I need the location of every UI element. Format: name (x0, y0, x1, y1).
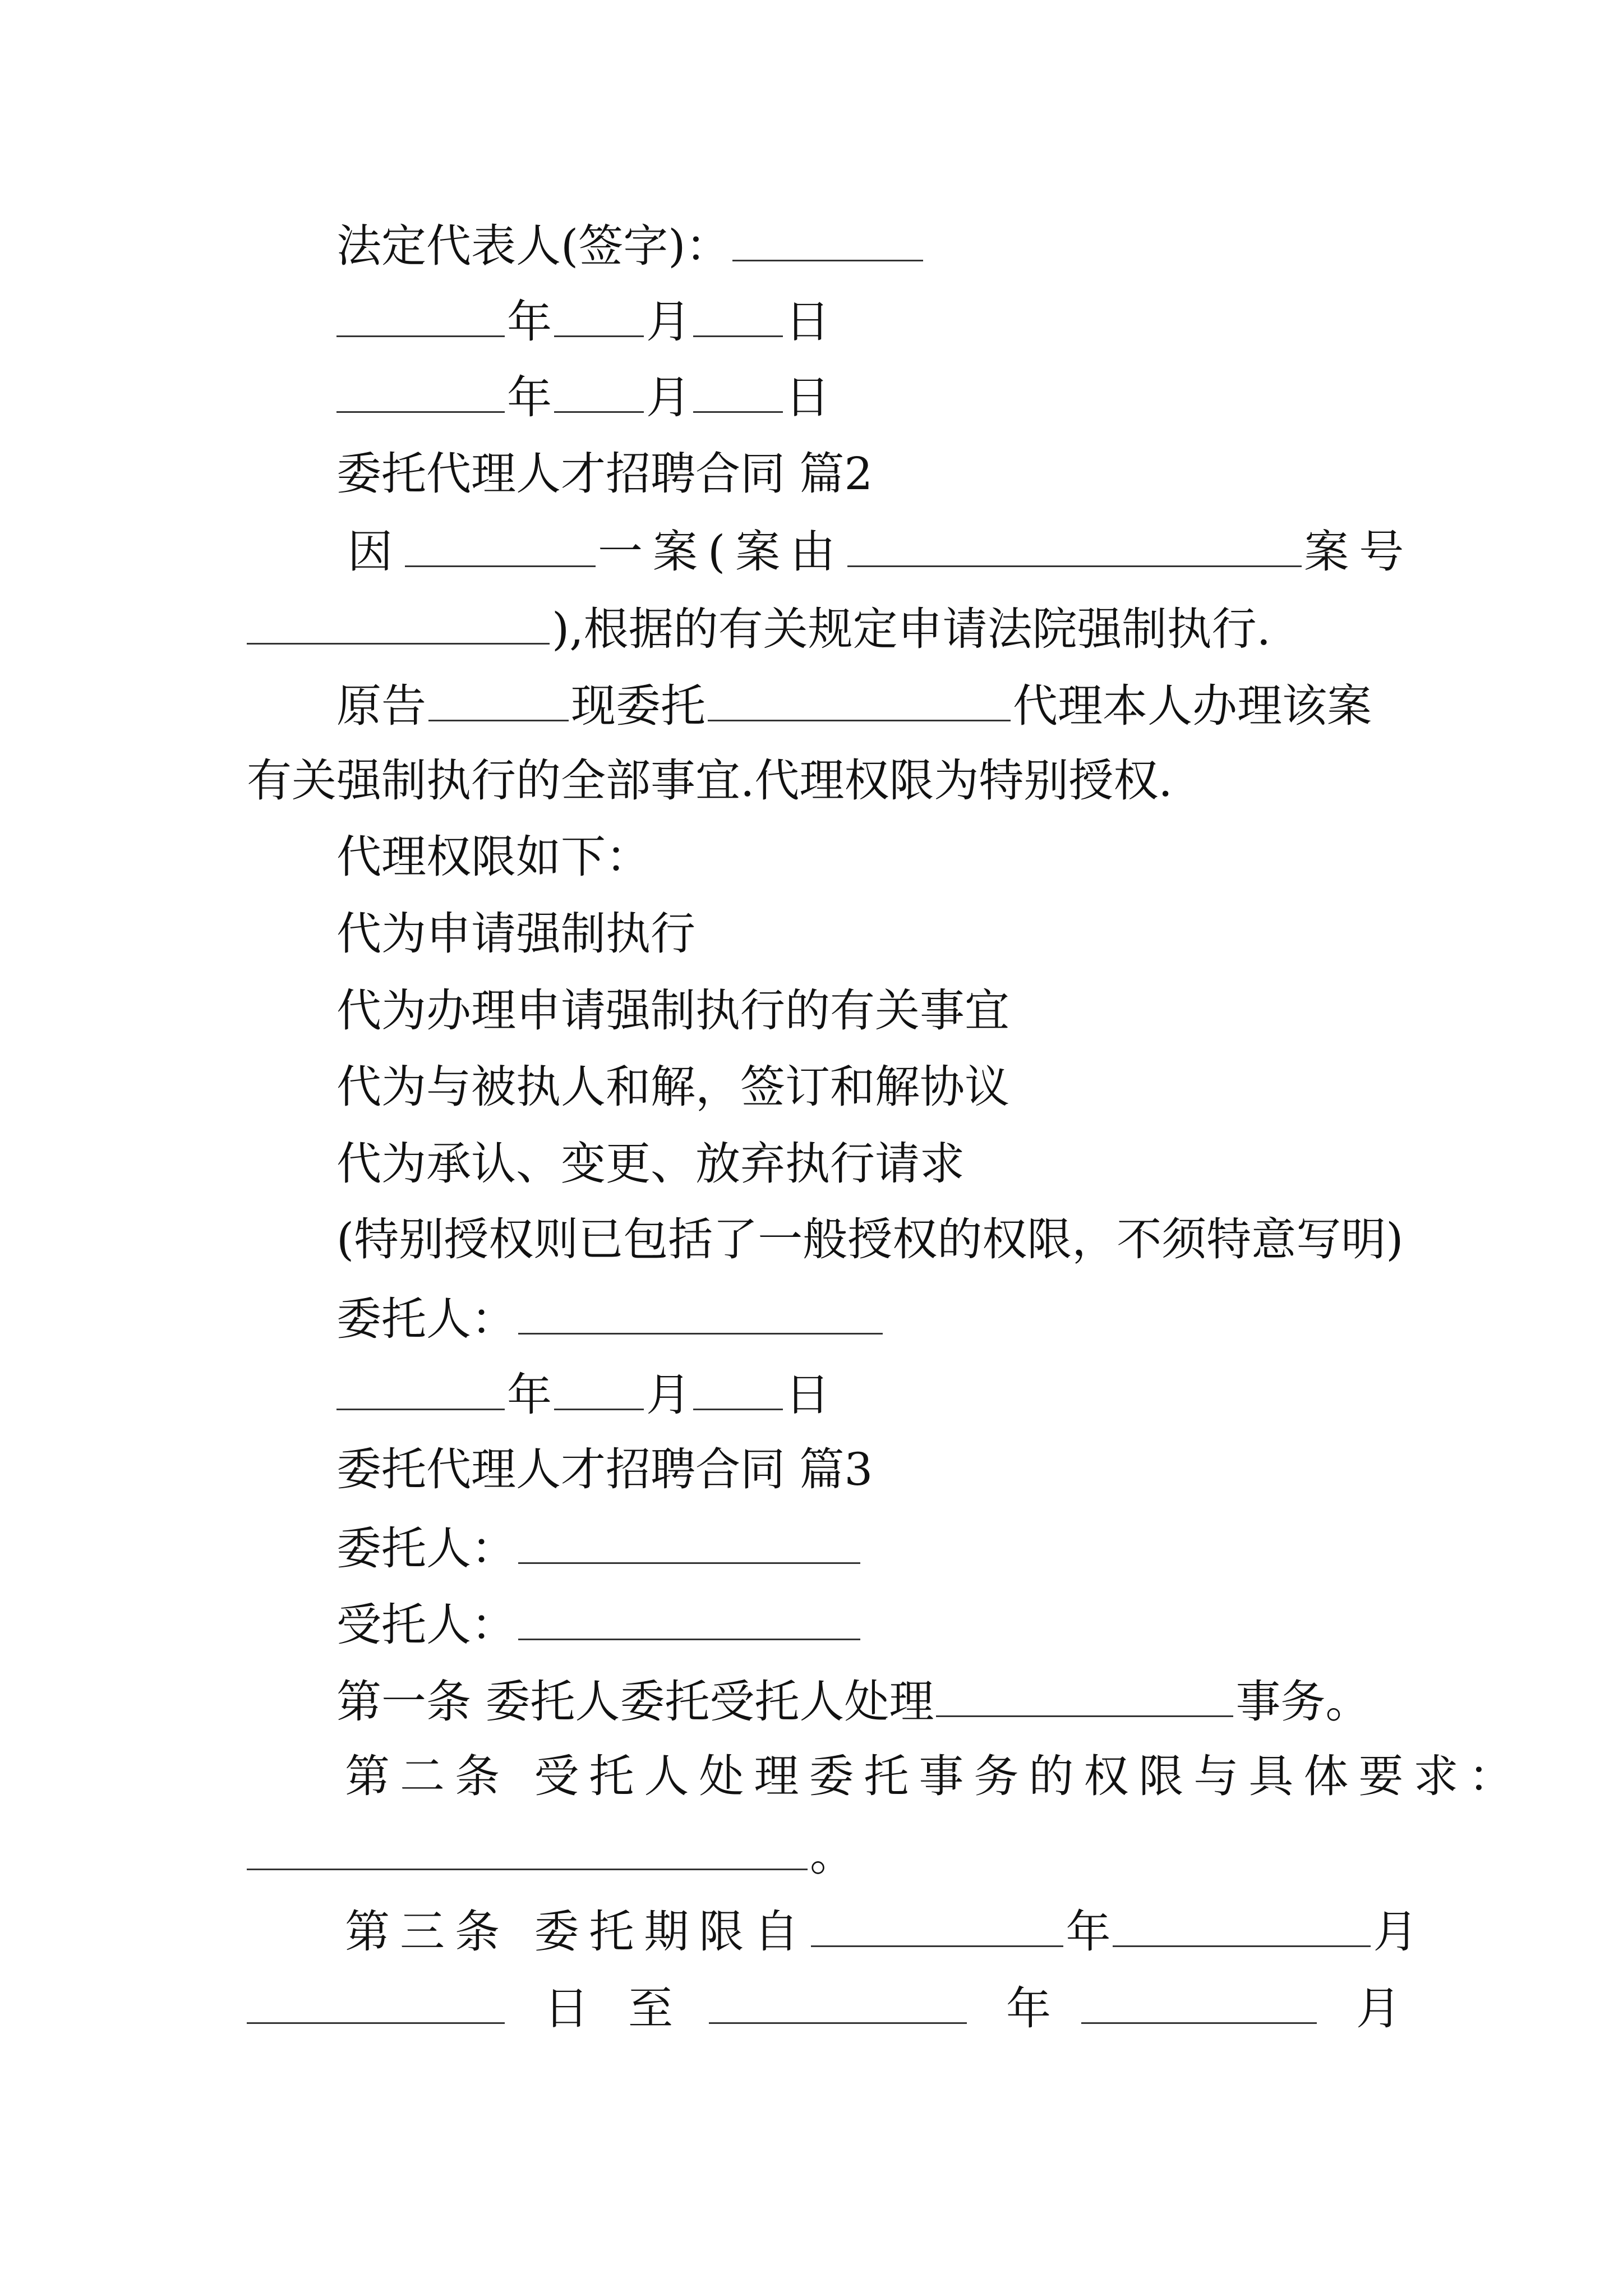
blank-field (554, 292, 644, 337)
agent-line (336, 1595, 863, 1651)
legal-rep-label: 法定代表人(签字)： (336, 220, 731, 272)
blank-field (554, 367, 644, 413)
text: 月 (1356, 1982, 1401, 2035)
paragraph-line (336, 1136, 965, 1192)
text: 一案(案由 (598, 526, 846, 578)
blank-field (847, 522, 1302, 567)
blank-field (518, 1289, 883, 1335)
text: 代理本人办理该案 (1013, 680, 1372, 732)
blank-field (336, 1365, 505, 1410)
text: 事务。 (1235, 1676, 1371, 1728)
text: 至 (628, 1982, 673, 2035)
blank-field (709, 1978, 967, 2024)
day-label: 日 (785, 371, 830, 424)
text: 年 (1006, 1982, 1051, 2035)
text: 代为承认、变更、放弃执行请求 (336, 1138, 965, 1190)
text: (特别授权则已包括了一般授权的权限，不须特意写明) (336, 1213, 1404, 1266)
article-three-line (345, 1902, 1418, 1958)
paragraph-line (336, 829, 651, 885)
paragraph-line (247, 1825, 855, 1881)
blank-field (693, 1365, 783, 1410)
section-heading-text: 委托代理人才招聘合同 篇3 (336, 1443, 873, 1496)
text: 日 (544, 1982, 589, 2035)
text: ),根据的有关规定申请法院强制执行. (552, 603, 1271, 655)
paragraph-line (247, 599, 1271, 655)
paragraph-line (348, 522, 1414, 578)
blank-field (336, 367, 505, 413)
blank-field (811, 1902, 1063, 1947)
blank-field (1081, 1978, 1317, 2024)
paragraph-line (336, 1059, 1009, 1115)
principal-label: 委托人： (336, 1293, 516, 1345)
section-heading (336, 1442, 873, 1498)
blank-field (428, 676, 569, 721)
text: 月 (1373, 1906, 1418, 1958)
blank-field (1113, 1902, 1371, 1947)
principal-label: 委托人： (336, 1522, 516, 1575)
blank-field (247, 1825, 808, 1870)
article-one-line (336, 1672, 1370, 1728)
text: 代为申请强制执行 (336, 908, 695, 960)
text: 第一条 委托人委托受托人处理 (336, 1676, 934, 1728)
blank-field (693, 292, 783, 337)
text: 代为与被执人和解，签订和解协议 (336, 1061, 1009, 1113)
blank-field (732, 216, 923, 261)
month-label: 月 (646, 371, 691, 424)
paragraph-line (247, 1978, 1401, 2035)
paragraph-line (247, 753, 1173, 809)
paragraph-line (336, 1212, 1403, 1268)
blank-field (518, 1595, 860, 1640)
date-line (336, 1365, 830, 1421)
text: 第二条 受托人处理委托事务的权限与具体要求： (345, 1750, 1524, 1802)
paragraph-line (336, 983, 1009, 1039)
blank-field (336, 292, 505, 337)
agent-label: 受托人： (336, 1599, 516, 1651)
section-heading (336, 446, 873, 502)
legal-rep-signature-line (336, 216, 925, 272)
blank-field (247, 1978, 505, 2024)
year-label: 年 (507, 371, 552, 424)
principal-line (336, 1519, 863, 1575)
day-label: 日 (785, 296, 830, 348)
blank-field (708, 676, 1011, 721)
text: 因 (348, 526, 403, 578)
month-label: 月 (646, 1369, 691, 1421)
paragraph-line (336, 906, 695, 962)
text: 现委托 (571, 680, 706, 732)
text: 案号 (1304, 526, 1414, 578)
text: 年 (1066, 1906, 1111, 1958)
blank-field (405, 522, 596, 567)
date-line (336, 367, 830, 424)
day-label: 日 (785, 1369, 830, 1421)
year-label: 年 (507, 296, 552, 348)
text: 代为办理申请强制执行的有关事宜 (336, 984, 1009, 1037)
text: 。 (810, 1829, 855, 1881)
blank-field (936, 1672, 1233, 1717)
blank-field (693, 367, 783, 413)
month-label: 月 (646, 296, 691, 348)
date-line (336, 292, 830, 348)
year-label: 年 (507, 1369, 552, 1421)
blank-field (518, 1519, 860, 1564)
blank-field (554, 1365, 644, 1410)
article-two-line (345, 1749, 1523, 1805)
text: 代理权限如下： (336, 831, 651, 883)
principal-signature-line (336, 1289, 885, 1345)
section-heading-text: 委托代理人才招聘合同 篇2 (336, 448, 873, 500)
text: 有关强制执行的全部事宜.代理权限为特别授权. (247, 754, 1173, 807)
text: 原告 (336, 680, 426, 732)
paragraph-line (336, 676, 1372, 732)
blank-field (247, 599, 550, 645)
text: 第三条 委托期限自 (345, 1906, 809, 1958)
